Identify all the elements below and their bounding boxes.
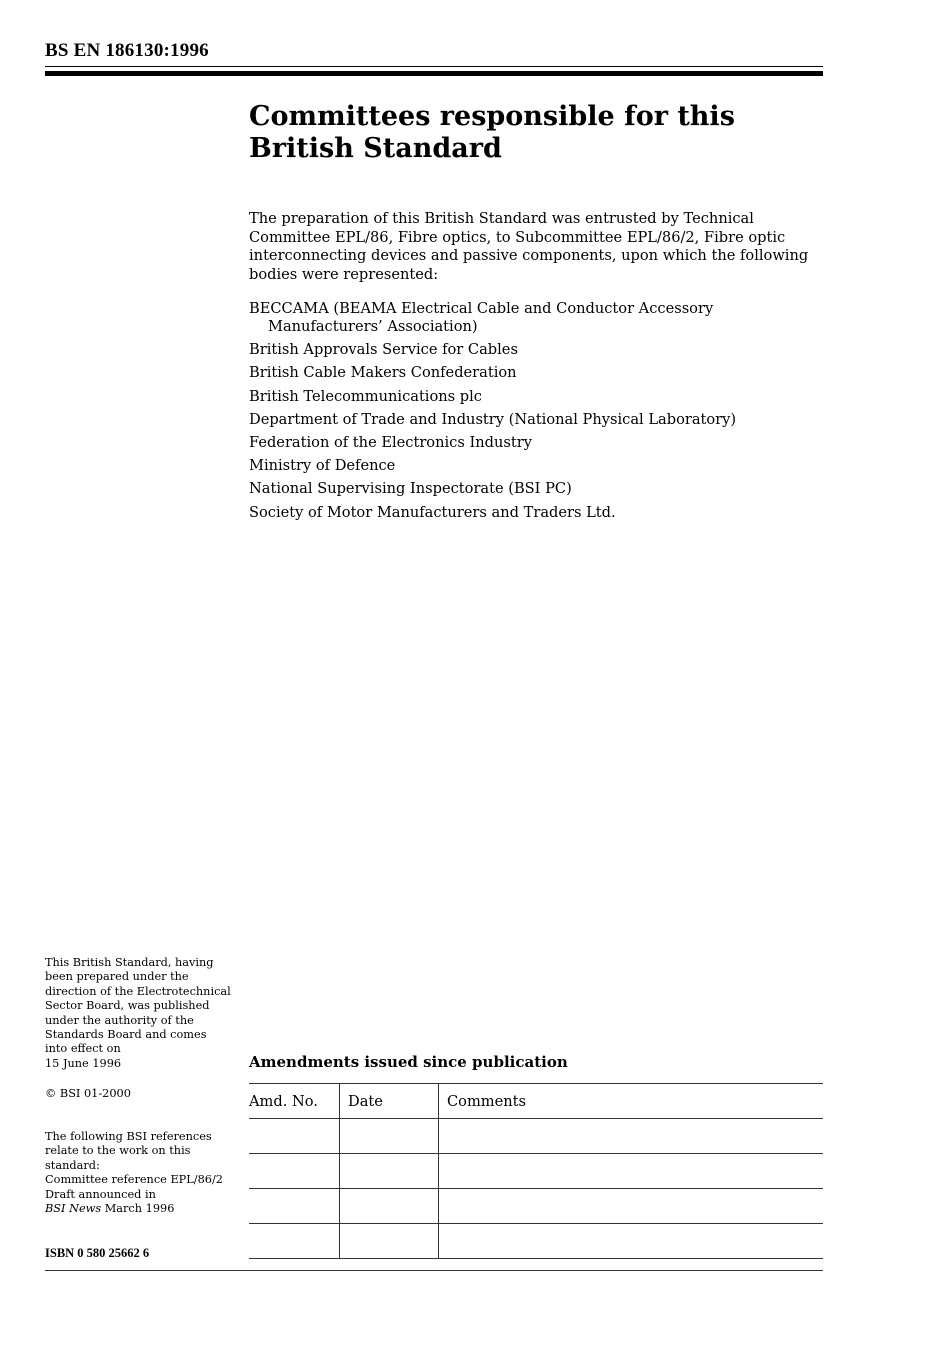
list-item: Society of Motor Manufacturers and Traders Ltd. [249, 503, 616, 521]
table-cell [340, 1224, 439, 1259]
represented-bodies-list [249, 300, 824, 527]
table-cell [249, 1154, 340, 1189]
table-cell [249, 1189, 340, 1224]
table-row [249, 1224, 823, 1259]
standard-reference: BS EN 186130:1996 [45, 40, 209, 61]
refs-line: The following BSI references [45, 1130, 212, 1143]
list-item: Department of Trade and Industry (National Physical Laboratory) [249, 410, 737, 428]
note-line: into effect on [45, 1042, 121, 1056]
list-item: Ministry of Defence [249, 457, 396, 475]
note-line: Standards Board and comes [45, 1028, 207, 1042]
bsi-news-date: March 1996 [101, 1202, 175, 1216]
table-row [249, 1189, 823, 1224]
copyright-notice: © BSI 01-2000 [45, 1087, 131, 1100]
list-item: National Supervising Inspectorate (BSI PC) [249, 480, 572, 498]
note-line: Sector Board, was published [45, 999, 210, 1013]
table-cell [439, 1224, 824, 1259]
publication-note [45, 956, 245, 1071]
list-item: British Telecommunications plc [249, 387, 482, 405]
bsi-news-title: BSI News [45, 1202, 102, 1216]
list-item: Federation of the Electronics Industry [249, 433, 532, 451]
table-cell [249, 1119, 340, 1154]
page-title: Committees responsible for this British Standard [249, 101, 735, 164]
list-item: British Approvals Service for Cables [249, 341, 518, 359]
isbn: ISBN 0 580 25662 6 [45, 1246, 150, 1260]
bsi-references [45, 1130, 245, 1216]
header-thin-rule [45, 66, 823, 67]
table-cell [439, 1154, 824, 1189]
table-cell [340, 1189, 439, 1224]
table-row [249, 1119, 823, 1154]
table-cell [340, 1119, 439, 1154]
note-line: 15 June 1996 [45, 1056, 122, 1070]
table-cell [249, 1224, 340, 1259]
column-header-comments: Comments [439, 1084, 824, 1119]
list-item: BECCAMA (BEAMA Electrical Cable and Conductor Accessory Manufacturers’ Association) [249, 300, 714, 335]
intro-paragraph: The preparation of this British Standard was entrusted by Technical Committee EPL/86, Fibre optics, to Subcommittee EPL/86/2, Fibre optic interconnecting devices and passive components, upon which the following bodies were represented: [249, 210, 809, 283]
table-row [249, 1154, 823, 1189]
amendments-table [249, 1083, 823, 1259]
note-line: under the authority of the [45, 1013, 194, 1027]
table-header-row [249, 1084, 823, 1119]
table-cell [439, 1189, 824, 1224]
refs-line: standard: [45, 1158, 100, 1172]
note-line: This British Standard, having [45, 956, 214, 969]
note-line: been prepared under the [45, 970, 189, 984]
amendments-title: Amendments issued since publication [249, 1053, 568, 1071]
refs-line [45, 1202, 245, 1216]
header-thick-rule [45, 71, 823, 76]
refs-line: Committee reference EPL/86/2 [45, 1173, 223, 1187]
column-header-date: Date [340, 1084, 439, 1119]
list-item: British Cable Makers Confederation [249, 364, 517, 382]
table-cell [340, 1154, 439, 1189]
footer-rule [45, 1270, 823, 1271]
refs-line: relate to the work on this [45, 1144, 191, 1158]
note-line: direction of the Electrotechnical [45, 984, 231, 998]
refs-line: Draft announced in [45, 1187, 156, 1201]
table-cell [439, 1119, 824, 1154]
column-header-amd-no: Amd. No. [249, 1084, 340, 1119]
